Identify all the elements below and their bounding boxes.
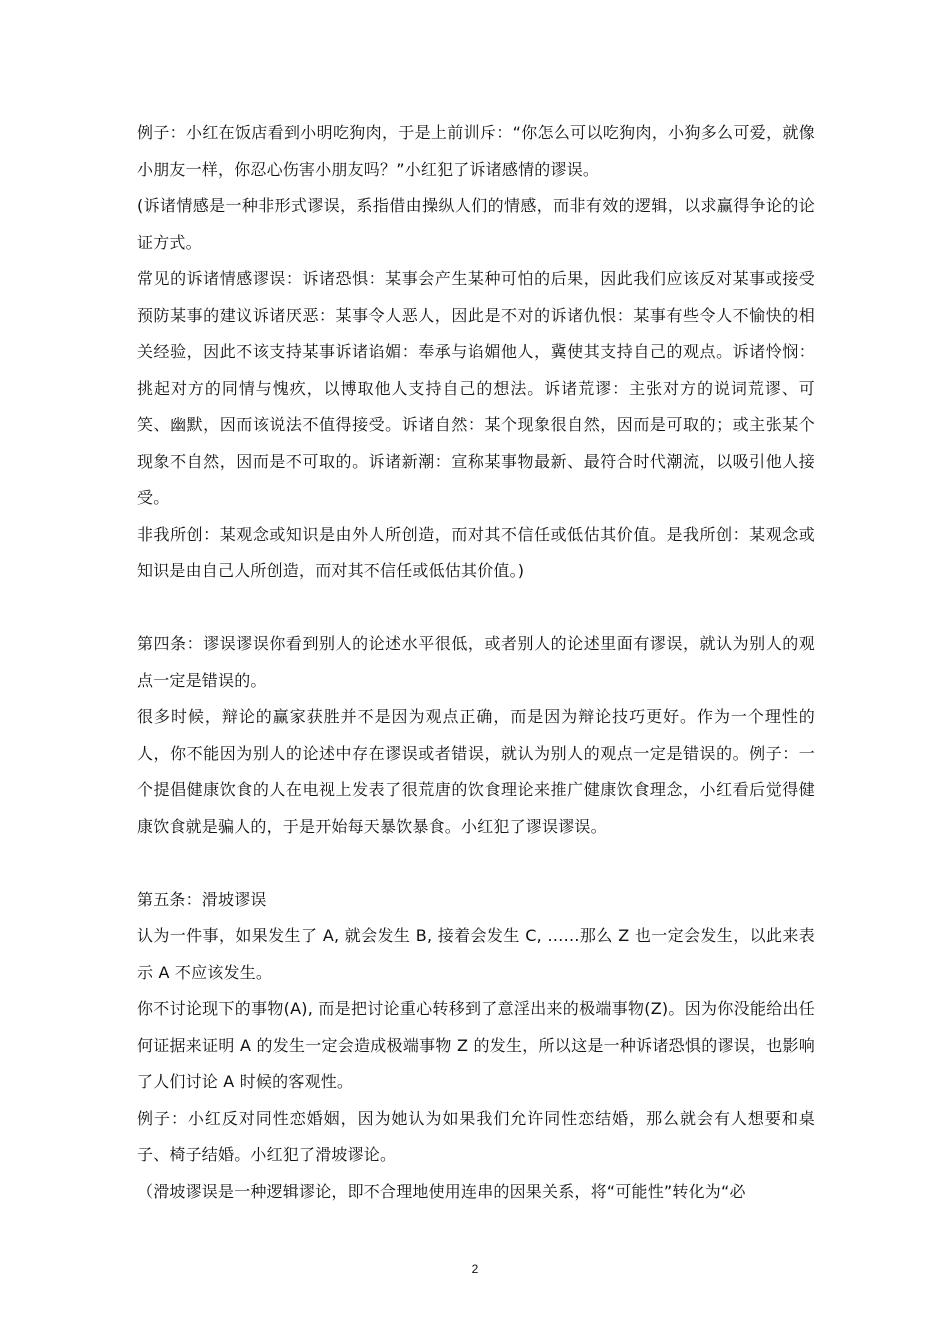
- paragraph-example-emotion: 例子：小红在饭店看到小明吃狗肉，于是上前训斥：“你怎么可以吃狗肉，小狗多么可爱，就像小朋友一样，你忍心伤害小朋友吗？”小红犯了诉诸感情的谬误。: [137, 123, 815, 179]
- paragraph-slippery-slope-explanation: 你不讨论现下的事物(A), 而是把讨论重心转移到了意淫出来的极端事物(Z)。因为你没能给出任何证据来证明 A 的发生一定会造成极端事物 Z 的发生，所以这是一种诉诸恐惧的谬误，也影响了人们讨论 A 时候的客观性。: [137, 999, 815, 1091]
- paragraph-not-invented-here: 非我所创：某观念或知识是由外人所创造，而对其不信任或低估其价值。是我所创：某观念或知识是由自己人所创造，而对其不信任或低估其价值。): [137, 524, 815, 580]
- paragraph-fallacy-fallacy-explanation: 很多时候，辩论的赢家获胜并不是因为观点正确，而是因为辩论技巧更好。作为一个理性的人，你不能因为别人的论述中存在谬误或者错误，就认为别人的观点一定是错误的。例子：一个提倡健康饮食的人在电视上发表了很荒唐的饮食理论来推广健康饮食理念，小红看后觉得健康饮食就是骗人的，于是开始每天暴饮暴食。小红犯了谬误谬误。: [137, 707, 815, 836]
- paragraph-spacer: [137, 590, 815, 627]
- paragraph-slippery-slope-note: （滑坡谬误是一种逻辑谬论，即不合理地使用连串的因果关系，将“可能性”转化为“必: [137, 1181, 746, 1201]
- paragraph-rule-five-heading: 第五条：滑坡谬误: [137, 889, 267, 909]
- paragraph-spacer: [137, 845, 815, 882]
- page-body: [137, 115, 815, 1210]
- paragraph-rule-four-heading: 第四条：谬误谬误你看到别人的论述水平很低，或者别人的论述里面有谬误，就认为别人的观点一定是错误的。: [137, 634, 815, 690]
- paragraph-appeal-to-emotion-definition: (诉诸情感是一种非形式谬误，系指借由操纵人们的情感，而非有效的逻辑，以求赢得争论的论证方式。: [137, 196, 815, 252]
- page-number: 2: [471, 1262, 479, 1276]
- paragraph-slippery-slope-example: 例子：小红反对同性恋婚姻，因为她认为如果我们允许同性恋结婚，那么就会有人想要和桌子、椅子结婚。小红犯了滑坡谬论。: [137, 1108, 815, 1164]
- paragraph-slippery-slope-definition: 认为一件事，如果发生了 A, 就会发生 B, 接着会发生 C, ……那么 Z 也一定会发生，以此来表示 A 不应该发生。: [137, 926, 815, 982]
- paragraph-common-emotional-fallacies: 常见的诉诸情感谬误：诉诸恐惧：某事会产生某种可怕的后果，因此我们应该反对某事或接受预防某事的建议诉诸厌恶：某事令人恶人，因此是不对的诉诸仇恨：某事有些令人不愉快的相关经验，因此不该支持某事诉诸谄媚：奉承与谄媚他人，冀使其支持自己的观点。诉诸怜悯：挑起对方的同情与愧疚，以博取他人支持自己的想法。诉诸荒谬：主张对方的说词荒谬、可笑、幽默，因而该说法不值得接受。诉诸自然：某个现象很自然，因而是可取的；或主张某个现象不自然，因而是不可取的。诉诸新潮：宣称某事物最新、最符合时代潮流，以吸引他人接受。: [137, 269, 815, 507]
